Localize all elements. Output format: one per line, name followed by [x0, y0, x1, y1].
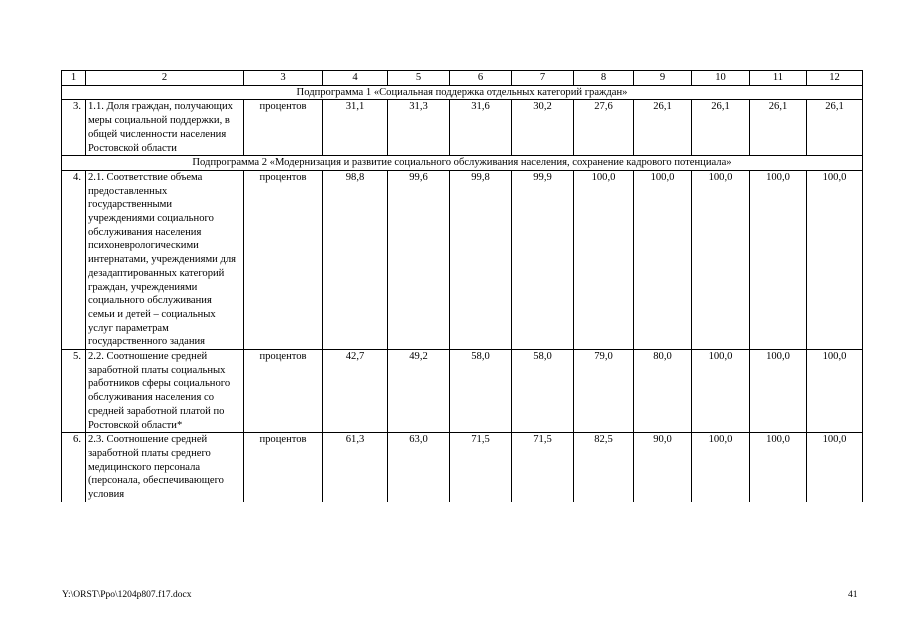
- value-cell: 31,1: [323, 100, 388, 156]
- indicator-name: 2.3. Соотношение средней заработной платы среднего медицинского персонала (персонала, обеспечивающего условия: [86, 433, 244, 502]
- value-cell: 79,0: [574, 350, 634, 433]
- table-row: [62, 350, 863, 433]
- value-cell: 58,0: [450, 350, 512, 433]
- value-cell: 31,6: [450, 100, 512, 156]
- header-cell: 11: [750, 71, 807, 86]
- unit-cell: процентов: [244, 100, 323, 156]
- value-cell: 100,0: [750, 170, 807, 349]
- value-cell: 63,0: [388, 433, 450, 502]
- value-cell: 99,8: [450, 170, 512, 349]
- indicator-name: 1.1. Доля граждан, получающих меры социальной поддержки, в общей численности населения Ростовской области: [86, 100, 244, 156]
- value-cell: 71,5: [512, 433, 574, 502]
- value-cell: 99,6: [388, 170, 450, 349]
- table-row: [62, 433, 863, 502]
- table-row: [62, 100, 863, 156]
- row-number: 4.: [62, 170, 86, 349]
- value-cell: 100,0: [574, 170, 634, 349]
- subprogram-2-row: [62, 156, 863, 171]
- row-number: 3.: [62, 100, 86, 156]
- header-cell: 12: [807, 71, 863, 86]
- value-cell: 100,0: [750, 433, 807, 502]
- page-number: 41: [848, 590, 858, 600]
- subprogram-2-title: Подпрограмма 2 «Модернизация и развитие социального обслуживания населения, сохранение кадрового потенциала»: [62, 156, 863, 171]
- value-cell: 99,9: [512, 170, 574, 349]
- header-cell: 6: [450, 71, 512, 86]
- value-cell: 82,5: [574, 433, 634, 502]
- value-cell: 58,0: [512, 350, 574, 433]
- indicator-name: 2.1. Соответствие объема предоставленных государственными учреждениями социального обслуживания населения психоневрологическими интернатами, учреждениями для дезадаптированных категорий граждан, учреждениями социального обслуживания семьи и детей – социальных услуг параметрам государственного задания: [86, 170, 244, 349]
- value-cell: 26,1: [807, 100, 863, 156]
- value-cell: 26,1: [634, 100, 692, 156]
- value-cell: 49,2: [388, 350, 450, 433]
- header-cell: 2: [86, 71, 244, 86]
- header-cell: 1: [62, 71, 86, 86]
- value-cell: 100,0: [807, 350, 863, 433]
- value-cell: 98,8: [323, 170, 388, 349]
- value-cell: 27,6: [574, 100, 634, 156]
- header-cell: 5: [388, 71, 450, 86]
- value-cell: 100,0: [750, 350, 807, 433]
- unit-cell: процентов: [244, 350, 323, 433]
- subprogram-1-title: Подпрограмма 1 «Социальная поддержка отдельных категорий граждан»: [62, 85, 863, 100]
- value-cell: 42,7: [323, 350, 388, 433]
- value-cell: 100,0: [807, 433, 863, 502]
- header-cell: 7: [512, 71, 574, 86]
- header-row: [62, 71, 863, 86]
- value-cell: 71,5: [450, 433, 512, 502]
- header-cell: 3: [244, 71, 323, 86]
- value-cell: 61,3: [323, 433, 388, 502]
- unit-cell: процентов: [244, 170, 323, 349]
- row-number: 5.: [62, 350, 86, 433]
- header-cell: 10: [692, 71, 750, 86]
- indicators-table: [61, 70, 863, 502]
- indicator-name: 2.2. Соотношение средней заработной платы социальных работников сферы социального обслуживания населения со средней заработной платой по Ростовской области*: [86, 350, 244, 433]
- value-cell: 31,3: [388, 100, 450, 156]
- value-cell: 80,0: [634, 350, 692, 433]
- value-cell: 90,0: [634, 433, 692, 502]
- value-cell: 100,0: [692, 433, 750, 502]
- unit-cell: процентов: [244, 433, 323, 502]
- header-cell: 4: [323, 71, 388, 86]
- value-cell: 100,0: [692, 170, 750, 349]
- file-path-footer: Y:\ORST\Ppo\1204p807.f17.docx: [62, 590, 192, 600]
- table-row: [62, 170, 863, 349]
- header-cell: 9: [634, 71, 692, 86]
- value-cell: 30,2: [512, 100, 574, 156]
- header-cell: 8: [574, 71, 634, 86]
- subprogram-1-row: [62, 85, 863, 100]
- value-cell: 100,0: [692, 350, 750, 433]
- value-cell: 100,0: [634, 170, 692, 349]
- value-cell: 26,1: [750, 100, 807, 156]
- value-cell: 100,0: [807, 170, 863, 349]
- row-number: 6.: [62, 433, 86, 502]
- value-cell: 26,1: [692, 100, 750, 156]
